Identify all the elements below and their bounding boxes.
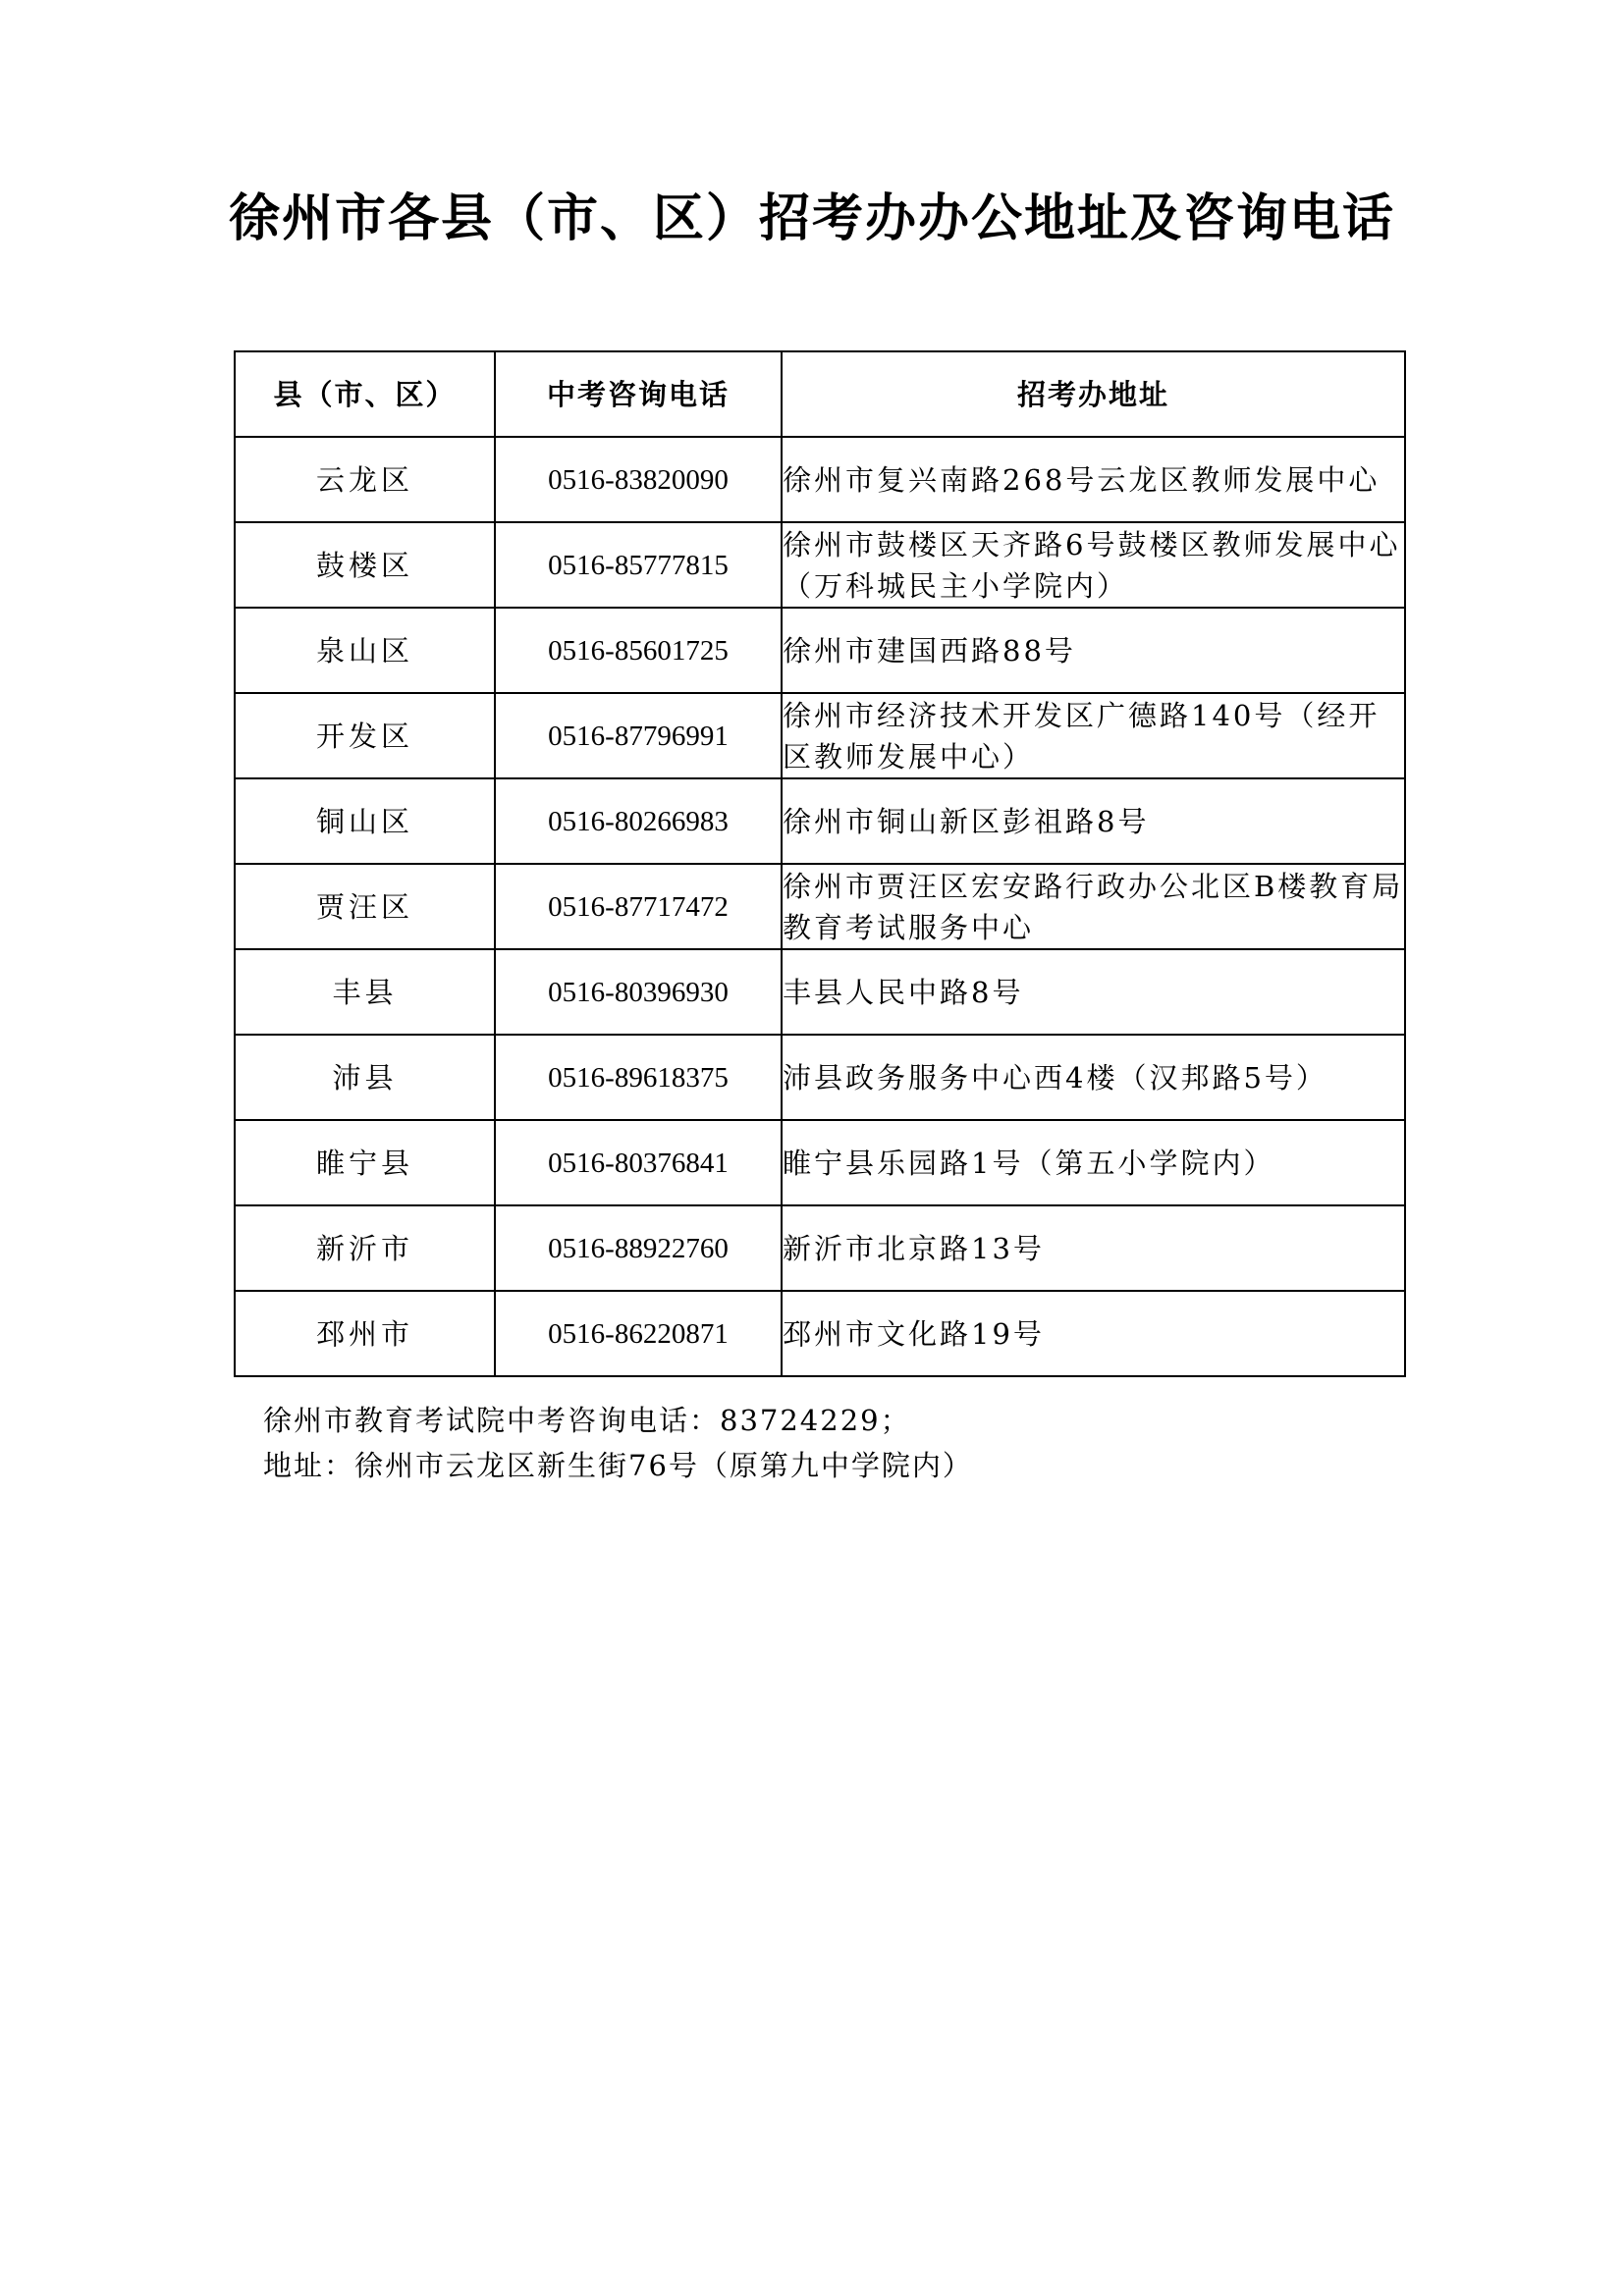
table-row — [235, 1120, 1405, 1205]
address-cell: 邳州市文化路19号 — [782, 1291, 1405, 1376]
phone-cell: 0516-80396930 — [495, 949, 782, 1035]
address-cell: 沛县政务服务中心西4楼（汉邦路5号） — [782, 1035, 1405, 1120]
address-cell: 徐州市贾汪区宏安路行政办公北区B楼教育局教育考试服务中心 — [782, 864, 1405, 949]
table-row — [235, 1035, 1405, 1120]
phone-cell: 0516-89618375 — [495, 1035, 782, 1120]
county-cell: 贾汪区 — [235, 864, 495, 949]
table-row — [235, 437, 1405, 522]
phone-cell: 0516-88922760 — [495, 1205, 782, 1291]
address-cell: 丰县人民中路8号 — [782, 949, 1405, 1035]
office-contact-table — [234, 350, 1406, 1377]
address-cell: 徐州市经济技术开发区广德路140号（经开区教师发展中心） — [782, 693, 1405, 778]
phone-cell: 0516-80266983 — [495, 778, 782, 864]
county-cell: 泉山区 — [235, 608, 495, 693]
page-title: 徐州市各县（市、区）招考办办公地址及咨询电话 — [228, 189, 1395, 248]
phone-cell: 0516-80376841 — [495, 1120, 782, 1205]
table-row — [235, 949, 1405, 1035]
county-cell: 云龙区 — [235, 437, 495, 522]
address-cell: 徐州市复兴南路268号云龙区教师发展中心 — [782, 437, 1405, 522]
county-cell: 邳州市 — [235, 1291, 495, 1376]
exam-institute-phone-note: 徐州市教育考试院中考咨询电话：83724229； — [263, 1404, 911, 1437]
table-row — [235, 1291, 1405, 1376]
county-cell: 沛县 — [235, 1035, 495, 1120]
table-row — [235, 522, 1405, 608]
address-cell: 睢宁县乐园路1号（第五小学院内） — [782, 1120, 1405, 1205]
phone-cell: 0516-87796991 — [495, 693, 782, 778]
column-header-county: 县（市、区） — [235, 351, 495, 437]
phone-cell: 0516-85777815 — [495, 522, 782, 608]
table-row — [235, 1205, 1405, 1291]
address-cell: 徐州市鼓楼区天齐路6号鼓楼区教师发展中心（万科城民主小学院内） — [782, 522, 1405, 608]
table-row — [235, 693, 1405, 778]
phone-cell: 0516-83820090 — [495, 437, 782, 522]
phone-cell: 0516-87717472 — [495, 864, 782, 949]
column-header-phone: 中考咨询电话 — [495, 351, 782, 437]
county-cell: 铜山区 — [235, 778, 495, 864]
table-header-row — [235, 351, 1405, 437]
table-row — [235, 608, 1405, 693]
column-header-address: 招考办地址 — [782, 351, 1405, 437]
phone-cell: 0516-86220871 — [495, 1291, 782, 1376]
footer-notes — [263, 1398, 973, 1488]
address-cell: 徐州市铜山新区彭祖路8号 — [782, 778, 1405, 864]
county-cell: 睢宁县 — [235, 1120, 495, 1205]
phone-cell: 0516-85601725 — [495, 608, 782, 693]
county-cell: 丰县 — [235, 949, 495, 1035]
county-cell: 鼓楼区 — [235, 522, 495, 608]
exam-institute-address-note: 地址：徐州市云龙区新生街76号（原第九中学院内） — [263, 1449, 973, 1482]
address-cell: 徐州市建国西路88号 — [782, 608, 1405, 693]
county-cell: 开发区 — [235, 693, 495, 778]
table-row — [235, 864, 1405, 949]
county-cell: 新沂市 — [235, 1205, 495, 1291]
table-row — [235, 778, 1405, 864]
address-cell: 新沂市北京路13号 — [782, 1205, 1405, 1291]
